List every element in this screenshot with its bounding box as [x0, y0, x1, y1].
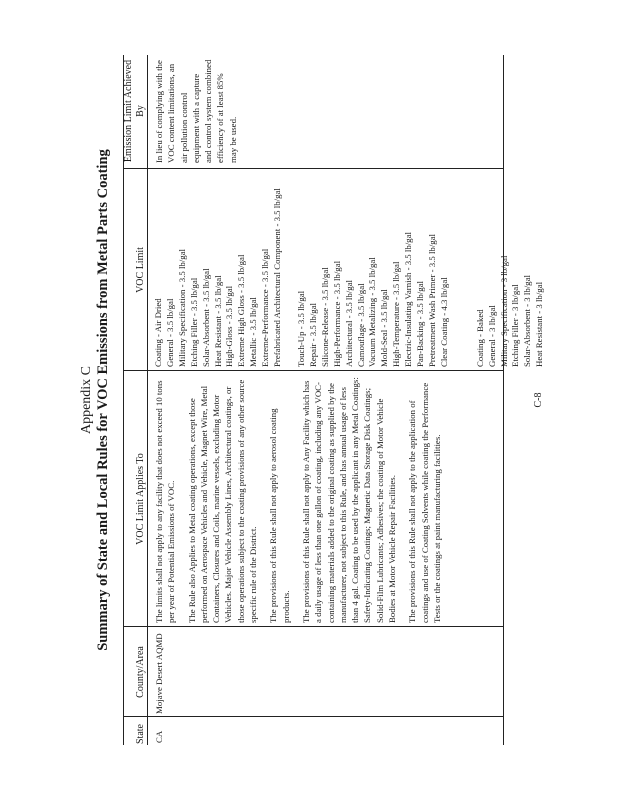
header-bottom-rule: [147, 55, 148, 745]
cell-emission-limit: In lieu of complying with the VOC content limitations, an air pollution control equipment with a capture and control system combined efficiency of at least 85% may be used.: [154, 59, 238, 163]
rotated-page: [59, 41, 559, 759]
limit-line: Vacuum Metalizing - 3.5 lb/gal: [367, 257, 378, 367]
limit-line: Heat Resistant - 3 lb/gal: [534, 281, 545, 367]
limit-line: Military Specification - 3.5 lb/gal: [176, 249, 187, 367]
table-bottom-rule: [503, 55, 504, 745]
limit-line: High-Gloss - 3.5 lb/gal: [224, 285, 235, 367]
limit-line: Prefabricated Architectural Component - 3.5 lb/gal: [272, 188, 283, 367]
applies-paragraph: The provisions of this Rule shall not apply to aerosol coating products.: [268, 408, 291, 623]
column-divider-applies: [123, 370, 503, 371]
cell-state: CA: [154, 730, 164, 743]
limit-line: Silicone-Release - 3.5 lb/gal: [319, 267, 330, 367]
applies-paragraph: The provisions of this Rule shall not apply to Any Facility which has a daily usage of less than one gallon of coating, including any VOC-containing materials added to the original coating as supplied by the manufacturer, not subject to this Rule, and has annual usage of less than 4 gal. Coating to be used by the applicant in any Metal Coatings: Safety-Indicating Coatings; Magnetic Data Storage Disk Coatings; Solid-Film Lubricants; Adhesives; the coating of Motor Vehicle Bodies at Motor Vehicle Repair Facilities.: [300, 377, 398, 623]
applies-paragraph: The provisions of this Rule shall not apply to the application of coatings and use of Coating Solvents while coating the Performance Tests or the coatings at paint manufacturing facilities.: [407, 382, 442, 623]
limit-line: Heat Resistant - 3.5 lb/gal: [212, 275, 223, 367]
limit-gap: [284, 171, 296, 367]
limit-line: General - 3 lb/gal: [486, 305, 497, 367]
limit-line: Camouflage - 3.5 lb/gal: [355, 283, 366, 367]
limit-gap: [451, 171, 463, 367]
limit-line: High-Temperature - 3.5 lb/gal: [391, 261, 402, 367]
header-emission-limit: Emission Limit Achieved By: [123, 59, 146, 163]
limit-gap: [463, 171, 475, 367]
limit-line: Military Specification - 3 lb/gal: [498, 255, 509, 367]
page-title: Summary of State and Local Rules for VOC Emissions from Metal Parts Coating: [95, 149, 111, 651]
header-voc-limit: VOC Limit: [135, 247, 146, 293]
limit-line: Pretreatment Wash Primer - 3.5 lb/gal: [426, 233, 437, 367]
cell-county: Mojave Desert AQMD: [154, 633, 164, 714]
column-divider-limit: [123, 168, 503, 169]
applies-paragraph: The limits shall not apply to any facility that does not exceed 10 tons per year of Potential Emissions of VOC.: [154, 380, 177, 623]
limit-line: High-Performance - 3.5 lb/gal: [331, 260, 342, 367]
header-state: State: [135, 724, 146, 744]
limit-line: Solar-Absorbent - 3 lb/gal: [522, 275, 533, 367]
column-divider-county: [123, 626, 503, 627]
header-voc-applies: VOC Limit Applies To: [135, 453, 146, 545]
limit-line: Clear Coating - 4.3 lb/gal: [438, 277, 449, 367]
limit-line: Repair - 3.5 lb/gal: [307, 302, 318, 367]
limit-line: Electric-Insulating Varnish - 3.5 lb/gal: [403, 232, 414, 367]
limit-line: Coating - Air Dried: [153, 298, 163, 367]
limit-line: Coating - Baked: [474, 309, 485, 367]
limit-line: Touch-Up - 3.5 lb/gal: [295, 290, 306, 367]
cell-voc-limit: [153, 171, 546, 367]
limit-line: Etching Filler - 3 lb/gal: [510, 284, 521, 367]
limit-line: Architectural - 3.5 lb/gal: [343, 280, 354, 367]
limit-line: Metallic - 3.5 lb/gal: [248, 297, 259, 367]
header-county: County/Area: [135, 646, 146, 698]
cell-voc-applies: [153, 375, 451, 623]
column-divider-state: [123, 716, 503, 717]
page-number: C-8: [533, 392, 544, 408]
limit-line: Solar-Absorbent - 3.5 lb/gal: [200, 268, 211, 367]
limit-line: Extreme-Performance - 3.5 lb/gal: [260, 248, 271, 367]
limit-line: Mold-Seal - 3.5 lb/gal: [379, 289, 390, 367]
limit-line: Etching Filler - 3.5 lb/gal: [188, 277, 199, 367]
applies-paragraph: The Rule also Applies to Metal coating operations, except those performed on Aerospace Vehicles and Vehicle, Magnet Wire, Metal Containers, Closures and Coils, marine vessels, excluding Motor Vehicles. Major Vehicle Assembly Lines, Architectural coatings, or those operations subject to the coating provisions of any other source specific rule of the District.: [186, 379, 259, 623]
limit-line: Extreme High Gloss - 3.5 lb/gal: [236, 254, 247, 367]
appendix-label: Appendix C: [79, 365, 94, 435]
limit-line: Pan-Backing - 3.5 lb/gal: [415, 281, 426, 367]
limit-line: General - 3.5 lb/gal: [164, 298, 175, 367]
